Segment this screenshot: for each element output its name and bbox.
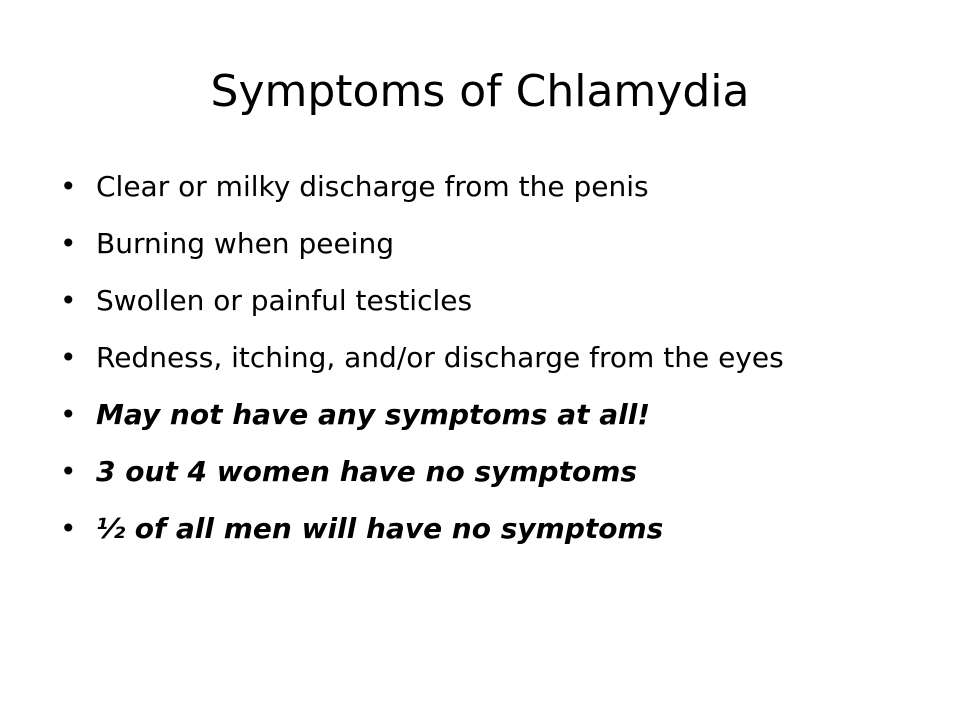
bullet-text: 3 out 4 women have no symptoms — [96, 455, 638, 488]
bullet-icon: • — [60, 227, 77, 260]
slide-title: Symptoms of Chlamydia — [210, 66, 750, 117]
bullet-text: Burning when peeing — [96, 227, 394, 260]
bullet-item-emphasized — [60, 512, 880, 546]
bullet-icon: • — [60, 284, 77, 317]
bullet-item-emphasized — [60, 398, 880, 432]
bullet-text: Redness, itching, and/or discharge from the eyes — [96, 341, 784, 374]
bullet-icon: • — [60, 341, 77, 374]
bullet-icon: • — [60, 398, 77, 431]
bullet-item — [60, 284, 880, 318]
bullet-item — [60, 170, 880, 204]
bullet-list — [60, 170, 880, 569]
bullet-item — [60, 227, 880, 261]
bullet-icon: • — [60, 455, 77, 488]
bullet-icon: • — [60, 512, 77, 545]
bullet-item-emphasized — [60, 455, 880, 489]
bullet-icon: • — [60, 170, 77, 203]
bullet-text: Clear or milky discharge from the penis — [96, 170, 649, 203]
bullet-text: ½ of all men will have no symptoms — [96, 512, 664, 545]
bullet-text: Swollen or painful testicles — [96, 284, 473, 317]
bullet-item — [60, 341, 880, 375]
bullet-text: May not have any symptoms at all! — [96, 398, 651, 431]
